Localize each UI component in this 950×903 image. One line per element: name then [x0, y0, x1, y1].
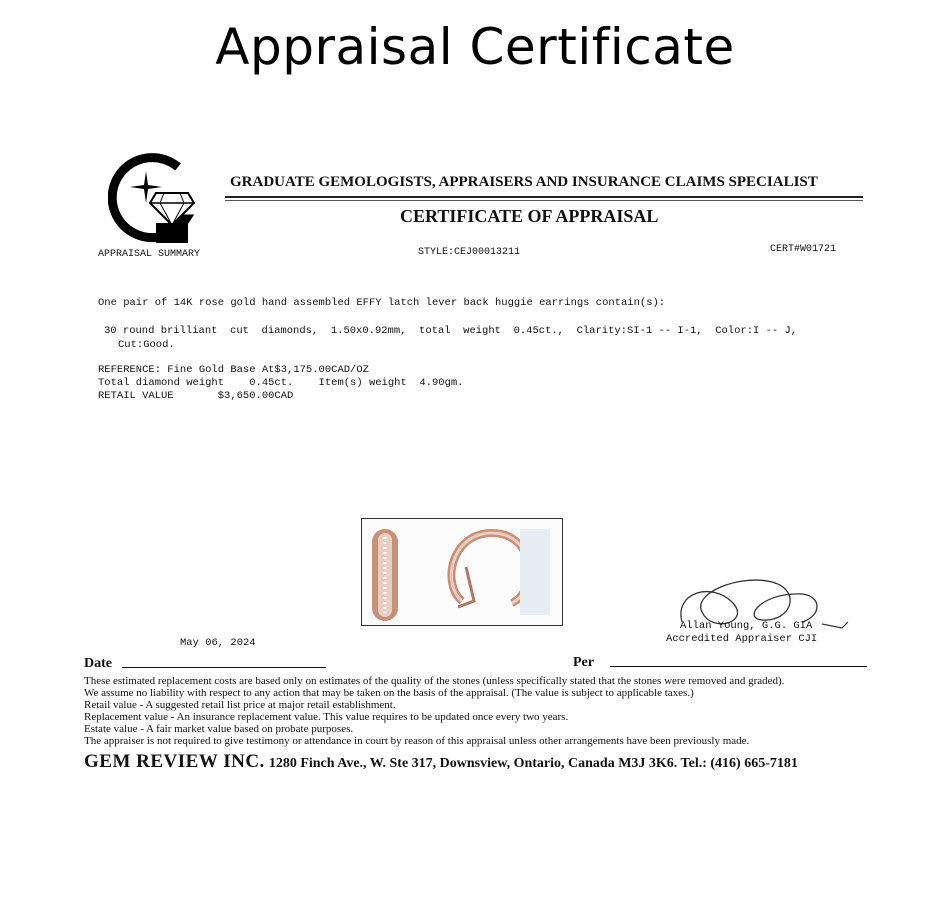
date-line [122, 667, 326, 668]
appraiser-name: Allan Young, G.G. GIA [680, 620, 813, 632]
date-value: May 06, 2024 [180, 637, 256, 649]
earring-photo [361, 518, 563, 626]
header-tagline: GRADUATE GEMOLOGISTS, APPRAISERS AND INSURANCE CLAIMS SPECIALIST [230, 174, 818, 190]
header-rule [225, 196, 863, 198]
style-number: STYLE:CEJ00013211 [418, 247, 521, 258]
disclaimer-4: Replacement value - An insurance replacement value. This value requires to be updated once every two years. [84, 711, 569, 723]
disclaimer-3: Retail value - A suggested retail list price at major retail establishment. [84, 699, 396, 711]
page-title: Appraisal Certificate [215, 18, 735, 76]
disclaimer-6: The appraiser is not required to give testimony or attendance in court by reason of this appraisal unless other arrangements have been previously made. [84, 735, 750, 747]
per-label: Per [573, 655, 594, 670]
total-weight-line: Total diamond weight 0.45ct. Item(s) weight 4.90gm. [98, 377, 464, 389]
appraiser-title: Accredited Appraiser CJI [666, 633, 818, 645]
header-rule-thin [225, 200, 863, 201]
disclaimer-2: We assume no liability with respect to any action that may be taken on the basis of the appraisal. (The value is subject to applicable taxes.) [84, 687, 694, 699]
company-address: 1280 Finch Ave., W. Ste 317, Downsview, Ontario, Canada M3J 3K6. Tel.: (416) 665-7181 [268, 756, 798, 771]
company-footer [84, 751, 798, 773]
reference-line: REFERENCE: Fine Gold Base At$3,175.00CAD/OZ [98, 364, 369, 376]
disclaimer-1: These estimated replacement costs are based only on estimates of the quality of the stones (unless specifically stated that the stones were removed and graded). [84, 675, 785, 687]
appraisal-summary-label: APPRAISAL SUMMARY [98, 249, 201, 260]
disclaimer-5: Estate value - A fair market value based on probate purposes. [84, 723, 354, 735]
company-name: GEM REVIEW INC. [84, 751, 265, 772]
stones-line-2: Cut:Good. [118, 339, 175, 351]
certificate-title: CERTIFICATE OF APPRAISAL [400, 206, 659, 226]
date-label: Date [84, 656, 112, 671]
cert-number: CERT#W01721 [770, 244, 837, 255]
retail-value-line: RETAIL VALUE $3,650.00CAD [98, 390, 294, 402]
gem-review-logo-icon [108, 153, 200, 249]
item-description: One pair of 14K rose gold hand assembled EFFY latch lever back huggie earrings contain(s): [98, 297, 666, 309]
per-line [610, 666, 867, 667]
stones-line-1: 30 round brilliant cut diamonds, 1.50x0.92mm, total weight 0.45ct., Clarity:SI-1 -- I-1, Color:I -- J, [104, 325, 798, 337]
